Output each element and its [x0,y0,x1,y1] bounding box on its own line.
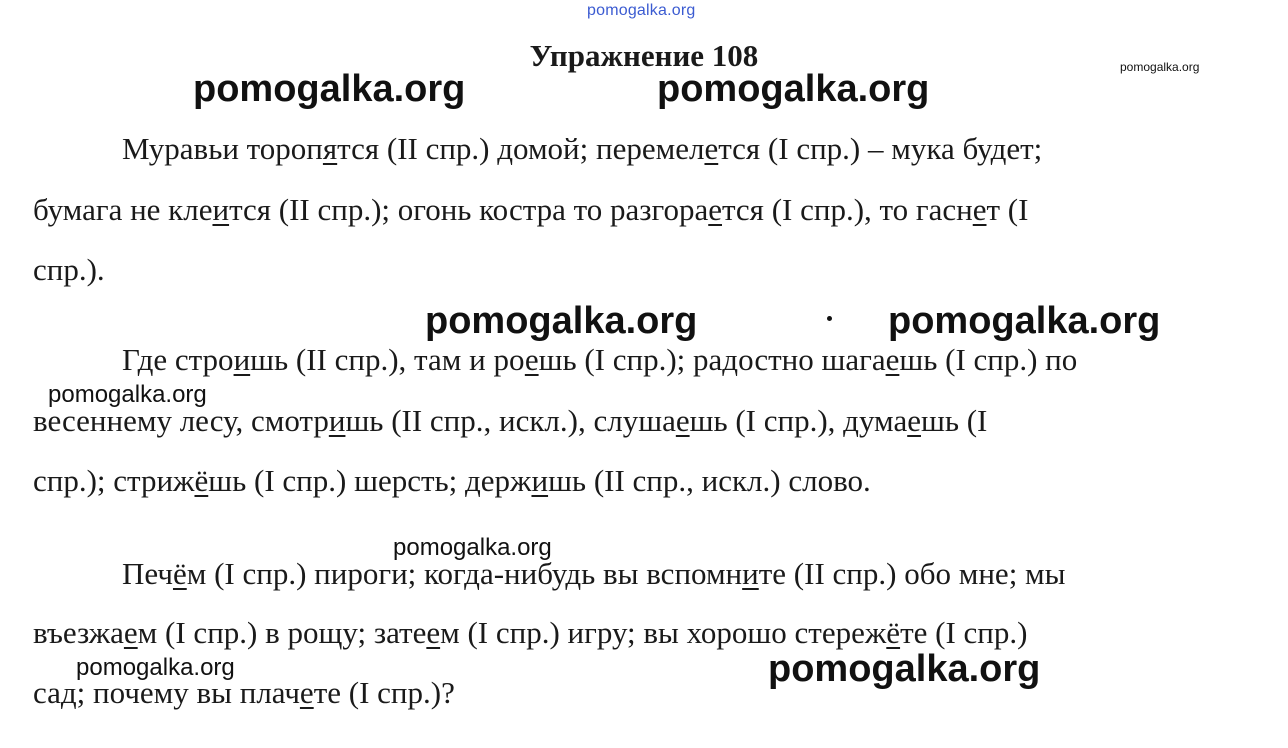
text-segment: тся (I спр.), то гасн [722,192,973,227]
underlined-letter: и [328,403,346,438]
watermark: pomogalka.org [425,300,698,342]
underlined-letter: е [123,615,138,650]
text-line [122,556,1066,592]
underlined-letter: я [322,131,338,166]
text-segment: м (I спр.) пироги; когда-нибудь вы вспомн [186,556,743,591]
text-segment: сад; почему вы плач [33,675,300,710]
text-segment: м (I спр.) в рощу; зате [137,615,427,650]
watermark: pomogalka.org [193,68,466,110]
underlined-letter: и [531,463,549,498]
watermark-top[interactable]: pomogalka.org [587,2,696,19]
watermark: pomogalka.org [48,381,207,408]
underlined-letter: ё [172,556,187,591]
underlined-letter: и [212,192,230,227]
text-segment: шь (I спр.); радостно шага [538,342,886,377]
text-segment: спр.); стриж [33,463,195,498]
watermark: pomogalka.org [1120,60,1200,74]
text-segment: те (I спр.) [900,615,1028,650]
text-segment: м (I спр.) игру; вы хорошо стереж [440,615,887,650]
text-segment: тся (I спр.) – мука будет; [718,131,1043,166]
underlined-letter: ё [886,615,901,650]
underlined-letter: е [675,403,690,438]
watermark: pomogalka.org [393,534,552,561]
exercise-title: Упражнение 108 [529,38,759,73]
text-segment: шь (II спр., искл.) слово. [548,463,871,498]
underlined-letter: е [426,615,441,650]
underlined-letter: ё [194,463,209,498]
text-segment: Печ [122,556,173,591]
underlined-letter: е [524,342,539,377]
text-segment: те (II спр.) обо мне; мы [758,556,1066,591]
text-line [33,403,987,439]
underlined-letter: и [742,556,759,591]
text-line [122,131,1042,167]
underlined-letter: е [885,342,900,377]
text-line [33,675,455,711]
text-segment: тся (II спр.); огонь костра то разгора [229,192,709,227]
text-segment: спр.). [33,252,105,287]
text-segment: шь (I спр.) по [899,342,1078,377]
text-segment: т (I [986,192,1029,227]
text-segment: шь (II спр., искл.), слуша [345,403,676,438]
text-segment: шь (I спр.) шерсть; держ [208,463,532,498]
watermark: pomogalka.org [768,648,1041,690]
underlined-letter: е [972,192,987,227]
underlined-letter: е [299,675,314,710]
underlined-letter: е [704,131,719,166]
text-line [33,252,105,288]
watermark: pomogalka.org [888,300,1161,342]
text-segment: Муравьи тороп [122,131,323,166]
text-segment: Где стро [122,342,234,377]
text-segment: тся (II спр.) домой; перемел [337,131,705,166]
watermark: pomogalka.org [657,68,930,110]
watermark: pomogalka.org [76,654,235,681]
text-segment: бумага не кле [33,192,213,227]
text-line [33,615,1027,651]
text-line [122,342,1077,378]
text-segment: шь (I [920,403,988,438]
underlined-letter: и [233,342,251,377]
text-segment: шь (I спр.), дума [689,403,908,438]
underlined-letter: е [907,403,921,438]
text-line [33,192,1028,228]
underlined-letter: е [708,192,722,227]
text-line [33,463,871,499]
text-segment: шь (II спр.), там и ро [250,342,525,377]
text-segment: весеннему лесу, смотр [33,403,329,438]
text-segment: въезжа [33,615,124,650]
text-segment: те (I спр.)? [313,675,455,710]
stray-dot [827,316,832,321]
